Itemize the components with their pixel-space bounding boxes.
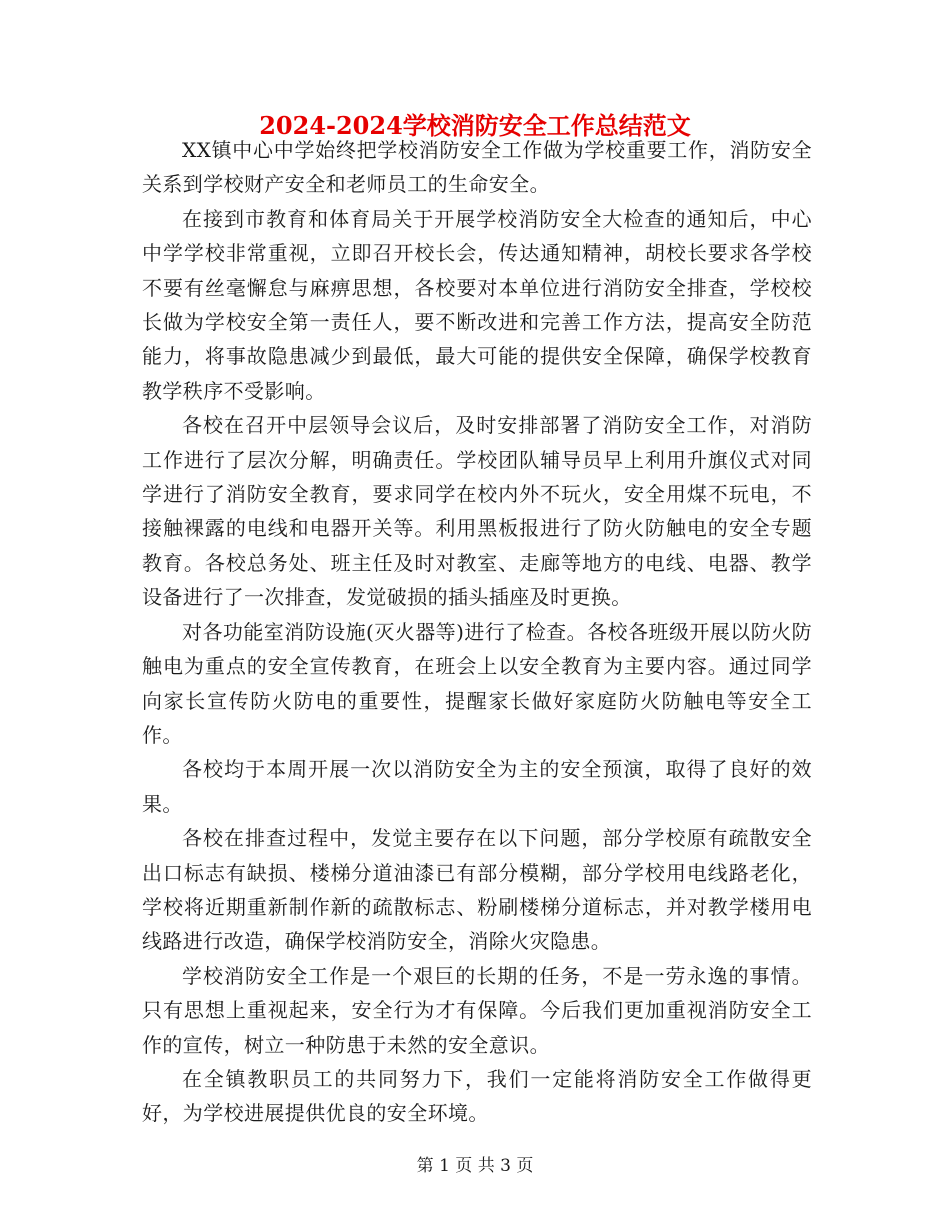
- paragraph: XX镇中心中学始终把学校消防安全工作做为学校重要工作，消防安全关系到学校财产安全和老师员工的生命安全。: [142, 138, 812, 197]
- paragraph: 在全镇教职员工的共同努力下，我们一定能将消防安全工作做得更好，为学校进展提供优良的安全环境。: [142, 1066, 812, 1126]
- paragraph: 各校均于本周开展一次以消防安全为主的安全预演，取得了良好的效果。: [142, 757, 812, 816]
- document-body: [142, 133, 812, 1131]
- page-number-footer: 第 1 页 共 3 页: [416, 1156, 534, 1176]
- document-title: 2024-2024学校消防安全工作总结范文: [259, 111, 691, 140]
- paragraph: 学校消防安全工作是一个艰巨的长期的任务，不是一劳永逸的事情。只有思想上重视起来，安全行为才有保障。今后我们更加重视消防安全工作的宣传，树立一种防患于未然的安全意识。: [142, 963, 812, 1057]
- paragraph: 对各功能室消防设施(灭火器等)进行了检查。各校各班级开展以防火防触电为重点的安全宣传教育，在班会上以安全教育为主要内容。通过同学向家长宣传防火防电的重要性，提醒家长做好家庭防火防触电等安全工作。: [142, 619, 812, 747]
- paragraph: 各校在召开中层领导会议后，及时安排部署了消防安全工作，对消防工作进行了层次分解，明确责任。学校团队辅导员早上利用升旗仪式对同学进行了消防安全教育，要求同学在校内外不玩火，安全用煤不玩电，不接触裸露的电线和电器开关等。利用黑板报进行了防火防触电的安全专题教育。各校总务处、班主任及时对教室、走廊等地方的电线、电器、教学设备进行了一次排查，发觉破损的插头插座及时更换。: [142, 413, 812, 610]
- paragraph: 各校在排查过程中，发觉主要存在以下问题，部分学校原有疏散安全出口标志有缺损、楼梯分道油漆已有部分模糊，部分学校用电线路老化，学校将近期重新制作新的疏散标志、粉刷楼梯分道标志，并对教学楼用电线路进行改造，确保学校消防安全，消除火灾隐患。: [142, 826, 812, 954]
- paragraph: 在接到市教育和体育局关于开展学校消防安全大检查的通知后，中心中学学校非常重视，立即召开校长会，传达通知精神，胡校长要求各学校不要有丝毫懈怠与麻痹思想，各校要对本单位进行消防安全排查，学校校长做为学校安全第一责任人，要不断改进和完善工作方法，提高安全防范能力，将事故隐患减少到最低，最大可能的提供安全保障，确保学校教育教学秩序不受影响。: [142, 206, 812, 403]
